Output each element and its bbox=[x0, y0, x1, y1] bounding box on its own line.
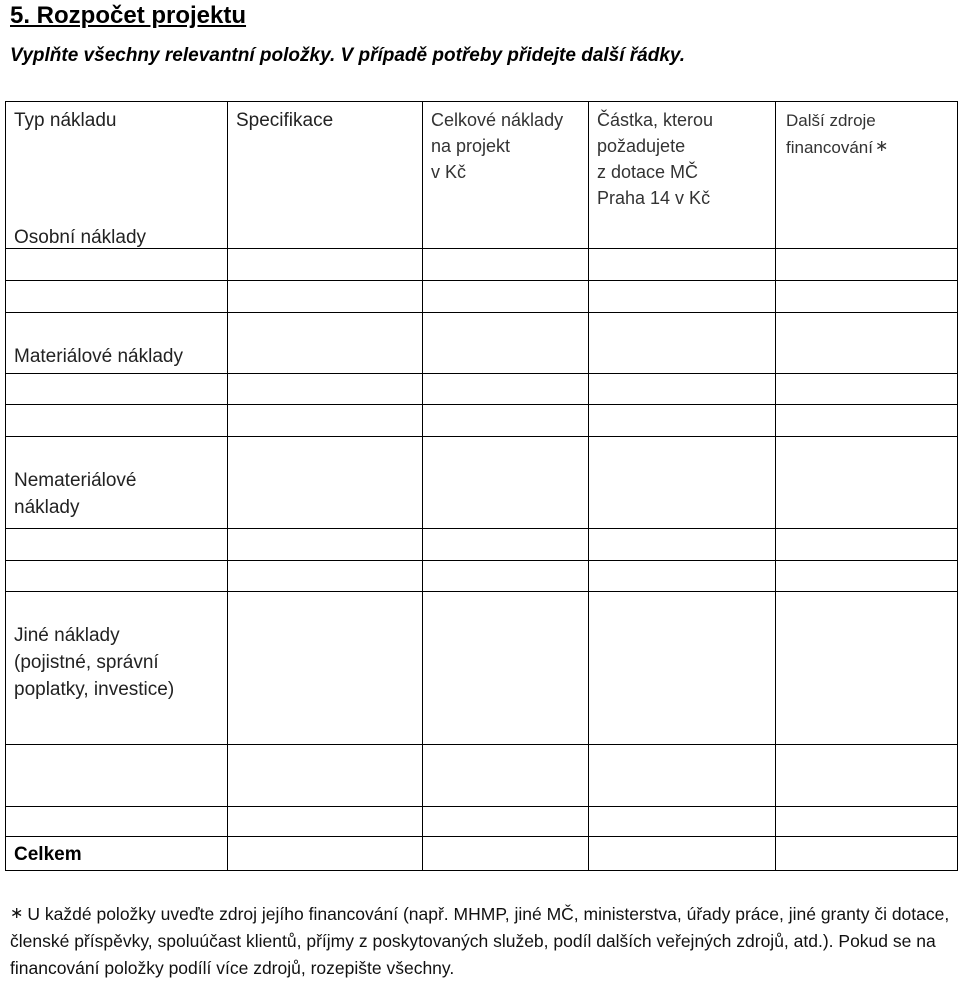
instruction-text: Vyplňte všechny relevantní položky. V případě potřeby přidejte další řádky. bbox=[10, 45, 686, 66]
budget-cell[interactable] bbox=[228, 837, 423, 871]
budget-cell[interactable] bbox=[423, 807, 589, 837]
header-type-cell bbox=[6, 102, 228, 249]
footnote-text: U každé položky uveďte zdroj jejího financování (např. MHMP, jiné MČ, ministerstva, úřady práce, jiné granty či dotace, členské příspěvky, spoluúčast klientů, příjmy z poskytovaných služeb, podíl dalších veřejných zdrojů, atd.). Pokud se na financování položky podílí více zdrojů, rozepište všechny. bbox=[10, 904, 950, 978]
category-other-line-3: poplatky, investice) bbox=[14, 679, 175, 700]
header-row bbox=[6, 102, 958, 249]
budget-cell[interactable] bbox=[228, 313, 423, 374]
budget-cell[interactable] bbox=[589, 249, 776, 281]
budget-cell[interactable] bbox=[776, 405, 958, 437]
category-immaterial-cell bbox=[6, 437, 228, 529]
table-row bbox=[6, 807, 958, 837]
header-requested-cell bbox=[589, 102, 776, 249]
budget-cell[interactable] bbox=[776, 374, 958, 405]
budget-cell[interactable] bbox=[589, 405, 776, 437]
budget-cell[interactable] bbox=[6, 249, 228, 281]
table-row bbox=[6, 561, 958, 592]
footnote bbox=[10, 900, 954, 982]
budget-cell[interactable] bbox=[6, 405, 228, 437]
table-row bbox=[6, 745, 958, 807]
budget-cell[interactable] bbox=[589, 745, 776, 807]
category-other-line-1: Jiné náklady bbox=[14, 625, 120, 646]
category-total: Celkem bbox=[14, 844, 82, 865]
header-requested-line-3: z dotace MČ bbox=[597, 162, 699, 182]
budget-cell[interactable] bbox=[423, 374, 589, 405]
category-personal: Osobní náklady bbox=[14, 227, 147, 248]
budget-cell[interactable] bbox=[423, 837, 589, 871]
header-requested-line-1: Částka, kterou bbox=[597, 110, 714, 130]
budget-cell[interactable] bbox=[423, 281, 589, 313]
budget-cell[interactable] bbox=[423, 249, 589, 281]
budget-cell[interactable] bbox=[228, 745, 423, 807]
table-row bbox=[6, 374, 958, 405]
budget-cell[interactable] bbox=[6, 807, 228, 837]
budget-cell[interactable] bbox=[776, 807, 958, 837]
budget-cell[interactable] bbox=[776, 529, 958, 561]
budget-cell[interactable] bbox=[6, 281, 228, 313]
header-total-cell bbox=[423, 102, 589, 249]
budget-cell[interactable] bbox=[228, 807, 423, 837]
section-title: 5. Rozpočet projektu bbox=[10, 2, 247, 29]
category-material-cell bbox=[6, 313, 228, 374]
table-row bbox=[6, 592, 958, 745]
header-total-line-3: v Kč bbox=[431, 162, 467, 182]
header-total-line-1: Celkové náklady bbox=[431, 110, 564, 130]
header-other-sources: Další zdroje financování bbox=[786, 111, 876, 157]
category-total-cell bbox=[6, 837, 228, 871]
header-spec-cell bbox=[228, 102, 423, 249]
header-spec: Specifikace bbox=[236, 110, 334, 131]
budget-cell[interactable] bbox=[776, 592, 958, 745]
budget-cell[interactable] bbox=[589, 592, 776, 745]
budget-cell[interactable] bbox=[776, 313, 958, 374]
budget-cell[interactable] bbox=[6, 529, 228, 561]
budget-cell[interactable] bbox=[776, 281, 958, 313]
header-requested-line-2: požadujete bbox=[597, 136, 686, 156]
budget-cell[interactable] bbox=[776, 249, 958, 281]
budget-cell[interactable] bbox=[589, 281, 776, 313]
budget-cell[interactable] bbox=[589, 313, 776, 374]
budget-cell[interactable] bbox=[228, 374, 423, 405]
budget-cell[interactable] bbox=[423, 405, 589, 437]
header-requested-line-4: Praha 14 v Kč bbox=[597, 188, 711, 208]
budget-cell[interactable] bbox=[228, 437, 423, 529]
asterisk-icon: ∗ bbox=[874, 138, 889, 155]
budget-cell[interactable] bbox=[6, 745, 228, 807]
budget-cell[interactable] bbox=[589, 561, 776, 592]
budget-cell[interactable] bbox=[228, 592, 423, 745]
asterisk-icon: ∗ bbox=[10, 905, 24, 922]
budget-cell[interactable] bbox=[423, 313, 589, 374]
header-total-line-2: na projekt bbox=[431, 136, 511, 156]
budget-cell[interactable] bbox=[228, 405, 423, 437]
budget-cell[interactable] bbox=[423, 592, 589, 745]
table-row bbox=[6, 405, 958, 437]
table-row bbox=[6, 529, 958, 561]
budget-cell[interactable] bbox=[589, 374, 776, 405]
budget-cell[interactable] bbox=[228, 529, 423, 561]
budget-cell[interactable] bbox=[423, 529, 589, 561]
table-row bbox=[6, 281, 958, 313]
budget-cell[interactable] bbox=[228, 249, 423, 281]
budget-cell[interactable] bbox=[589, 437, 776, 529]
header-type: Typ nákladu bbox=[14, 110, 117, 131]
budget-cell[interactable] bbox=[589, 837, 776, 871]
category-immaterial-line-1: Nemateriálové bbox=[14, 470, 137, 491]
budget-cell[interactable] bbox=[589, 807, 776, 837]
category-other-line-2: (pojistné, správní bbox=[14, 652, 159, 673]
budget-cell[interactable] bbox=[423, 561, 589, 592]
category-material: Materiálové náklady bbox=[14, 346, 183, 367]
budget-cell[interactable] bbox=[228, 561, 423, 592]
table-row bbox=[6, 313, 958, 374]
table-row bbox=[6, 249, 958, 281]
budget-cell[interactable] bbox=[228, 281, 423, 313]
budget-cell[interactable] bbox=[423, 745, 589, 807]
budget-cell[interactable] bbox=[776, 561, 958, 592]
budget-table bbox=[5, 101, 958, 871]
budget-cell[interactable] bbox=[776, 837, 958, 871]
category-immaterial-line-2: náklady bbox=[14, 497, 80, 518]
budget-cell[interactable] bbox=[6, 374, 228, 405]
table-row bbox=[6, 437, 958, 529]
category-other-cell bbox=[6, 592, 228, 745]
budget-cell[interactable] bbox=[776, 745, 958, 807]
header-other-cell bbox=[776, 102, 958, 249]
budget-cell[interactable] bbox=[589, 529, 776, 561]
budget-cell[interactable] bbox=[776, 437, 958, 529]
total-row bbox=[6, 837, 958, 871]
budget-cell[interactable] bbox=[423, 437, 589, 529]
budget-cell[interactable] bbox=[6, 561, 228, 592]
